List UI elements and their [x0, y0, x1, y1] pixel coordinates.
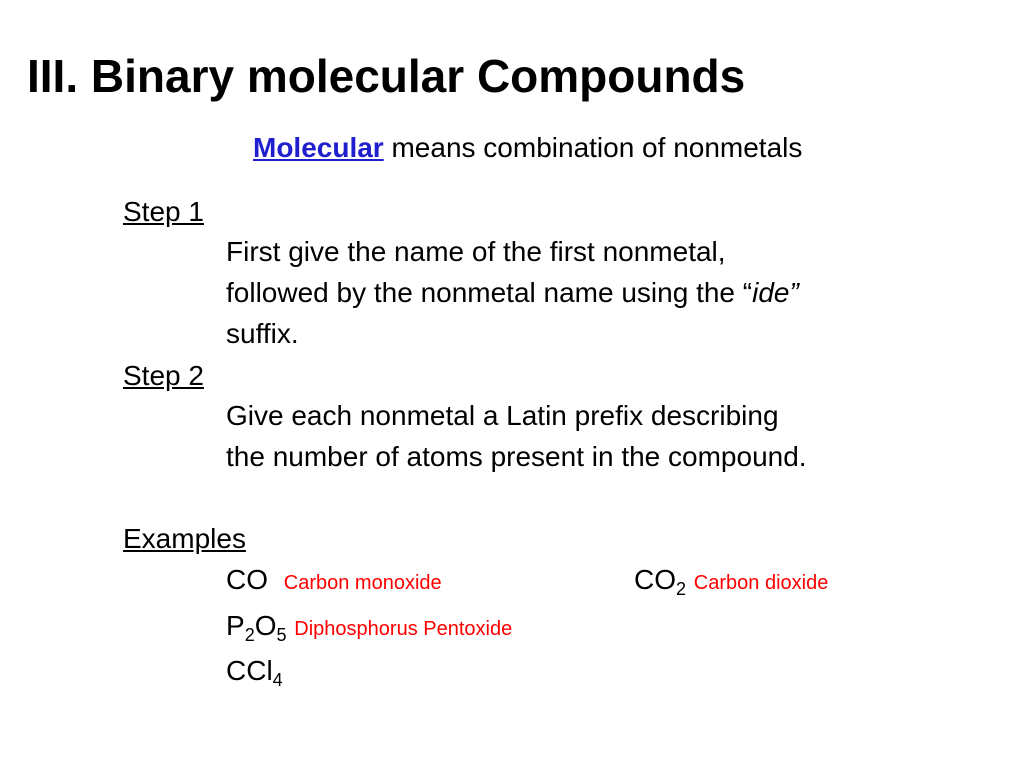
step2-line-2: the number of atoms present in the compound.	[226, 441, 807, 472]
example-p2o5	[226, 606, 512, 649]
formula-co: CO	[226, 564, 268, 595]
step1-line-2	[226, 273, 799, 313]
step2-line-1: Give each nonmetal a Latin prefix describing	[226, 400, 779, 431]
example-co	[226, 560, 442, 603]
definition-text: means combination of nonmetals	[383, 132, 803, 163]
molecular-keyword: Molecular	[253, 132, 384, 163]
name-carbon-monoxide: Carbon monoxide	[283, 572, 442, 594]
example-ccl4	[226, 651, 283, 691]
name-carbon-dioxide: Carbon dioxide	[693, 572, 829, 594]
definition-line	[253, 130, 802, 166]
step1-label: Step 1	[123, 196, 204, 227]
step1-line-3: suffix.	[226, 318, 299, 349]
formula-p2o5: $P_2O_5$	[226, 610, 287, 645]
step1-line-2-text: followed by the nonmetal name using the “	[226, 277, 753, 308]
name-diphosphorus-pentoxide: Diphosphorus Pentoxide	[294, 618, 513, 640]
example-co2	[634, 560, 828, 603]
step1-line-1: First give the name of the first nonmetal,	[226, 236, 726, 267]
examples-label: Examples	[123, 523, 246, 554]
ide-suffix-term: ide”	[752, 277, 799, 308]
slide-title: III. Binary molecular Compounds	[27, 50, 746, 102]
formula-ccl4: CCl$_4$	[226, 655, 283, 690]
step2-label: Step 2	[123, 360, 204, 391]
formula-co2: $CO_2$	[634, 564, 687, 599]
